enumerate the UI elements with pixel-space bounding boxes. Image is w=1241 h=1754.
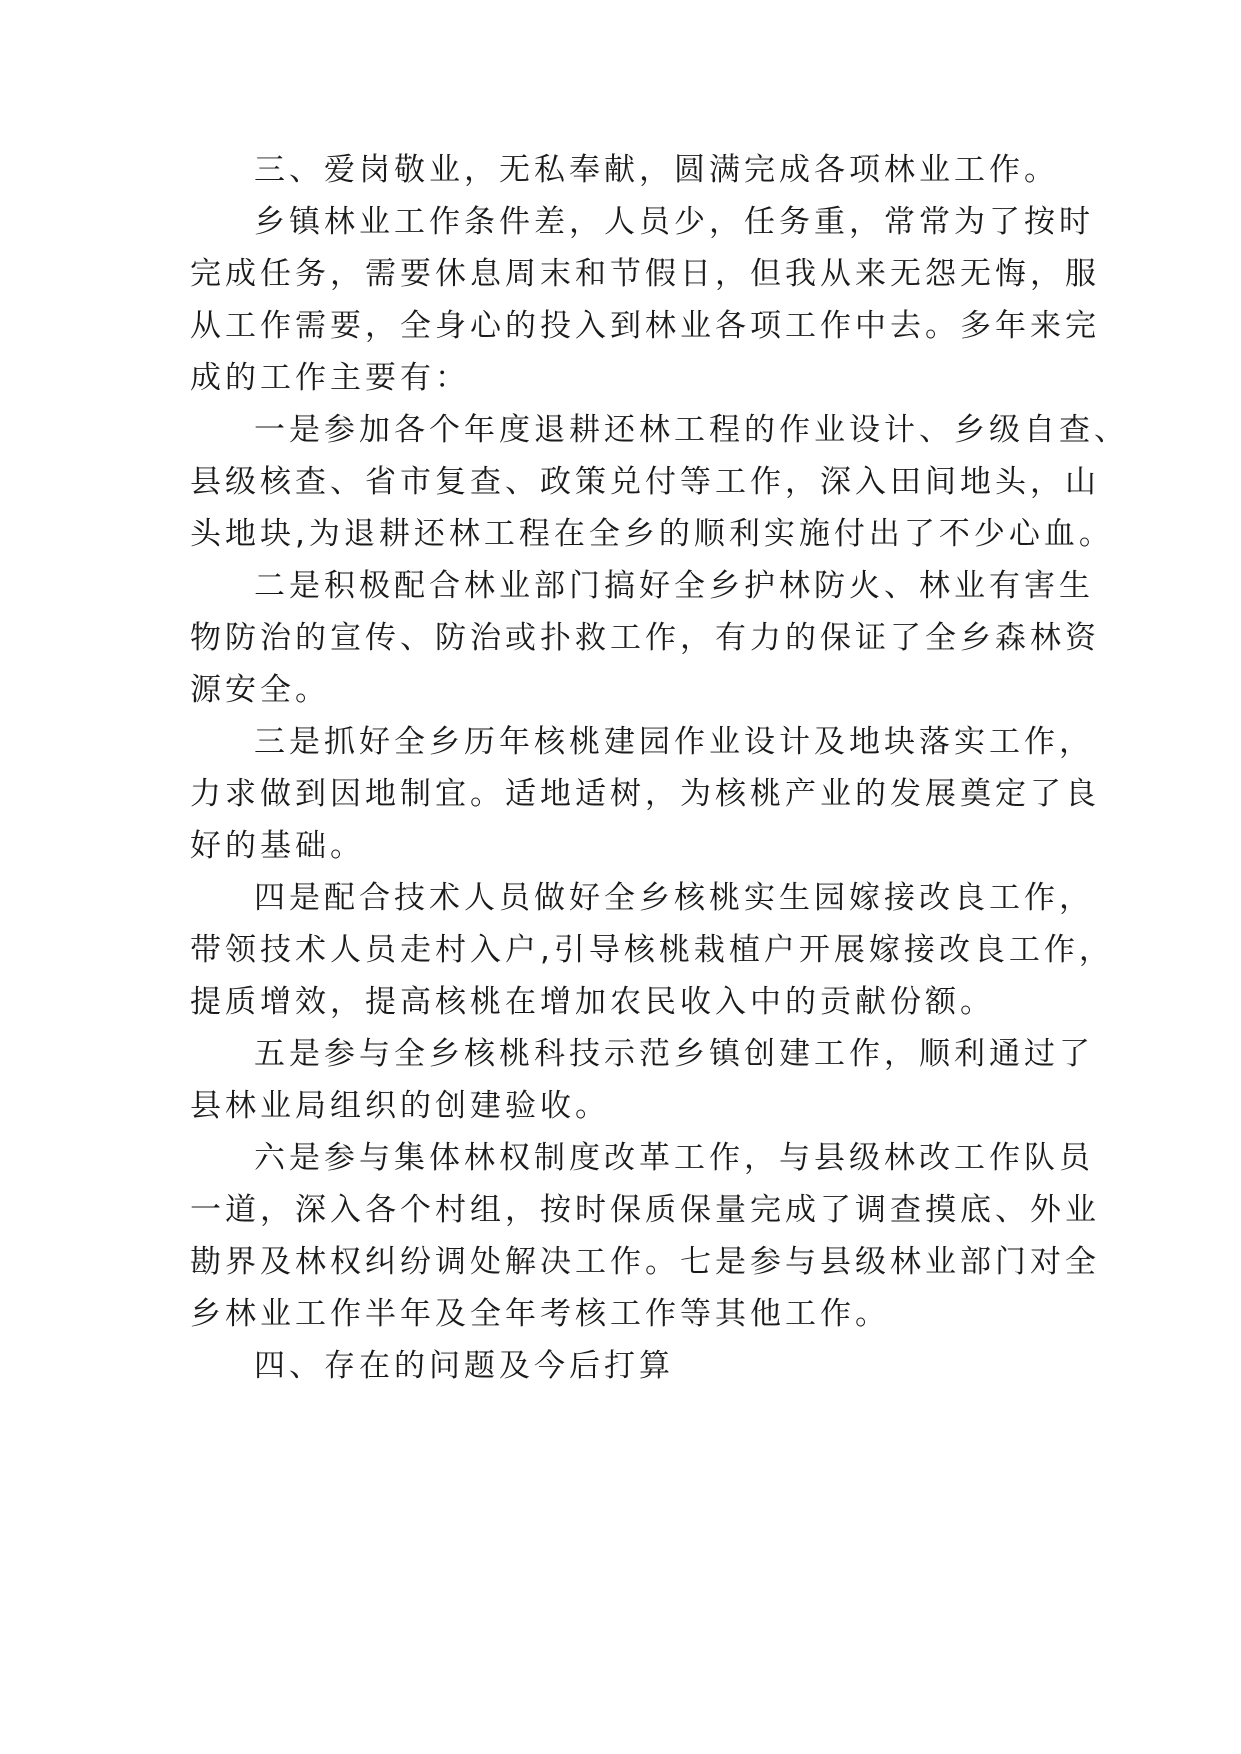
- text-line: 乡镇林业工作条件差，人员少，任务重，常常为了按时: [254, 204, 1094, 240]
- text-line: 完成任务，需要休息周末和节假日，但我从来无怨无悔，服: [190, 256, 1100, 292]
- text-line: 乡林业工作半年及全年考核工作等其他工作。: [190, 1296, 890, 1332]
- text-line: 力求做到因地制宜。适地适树，为核桃产业的发展奠定了良: [190, 776, 1100, 812]
- text-line: 一道，深入各个村组，按时保质保量完成了调查摸底、外业: [190, 1192, 1100, 1228]
- text-line: 从工作需要，全身心的投入到林业各项工作中去。多年来完: [190, 308, 1100, 344]
- text-line: 成的工作主要有：: [190, 360, 470, 396]
- text-line: 县级核查、省市复查、政策兑付等工作，深入田间地头，山: [190, 464, 1100, 500]
- text-line: 四是配合技术人员做好全乡核桃实生园嫁接改良工作，: [254, 880, 1094, 916]
- section-heading: 四、存在的问题及今后打算: [254, 1348, 674, 1384]
- text-line: 提质增效，提高核桃在增加农民收入中的贡献份额。: [190, 984, 995, 1020]
- text-line: 源安全。: [190, 672, 330, 708]
- text-line: 五是参与全乡核桃科技示范乡镇创建工作，顺利通过了: [254, 1036, 1094, 1072]
- text-line: 带领技术人员走村入户,引导核桃栽植户开展嫁接改良工作，: [190, 932, 1114, 968]
- text-line: 物防治的宣传、防治或扑救工作，有力的保证了全乡森林资: [190, 620, 1100, 656]
- text-line: 头地块,为退耕还林工程在全乡的顺利实施付出了不少心血。: [190, 516, 1114, 552]
- text-line: 六是参与集体林权制度改革工作，与县级林改工作队员: [254, 1140, 1094, 1176]
- text-line: 县林业局组织的创建验收。: [190, 1088, 610, 1124]
- text-line: 二是积极配合林业部门搞好全乡护林防火、林业有害生: [254, 568, 1094, 604]
- text-line: 勘界及林权纠纷调处解决工作。七是参与县级林业部门对全: [190, 1244, 1100, 1280]
- text-line: 三是抓好全乡历年核桃建园作业设计及地块落实工作，: [254, 724, 1094, 760]
- text-line: 一是参加各个年度退耕还林工程的作业设计、乡级自查、: [254, 412, 1129, 448]
- text-line: 好的基础。: [190, 828, 365, 864]
- text-line: 三、爱岗敬业，无私奉献，圆满完成各项林业工作。: [254, 152, 1059, 188]
